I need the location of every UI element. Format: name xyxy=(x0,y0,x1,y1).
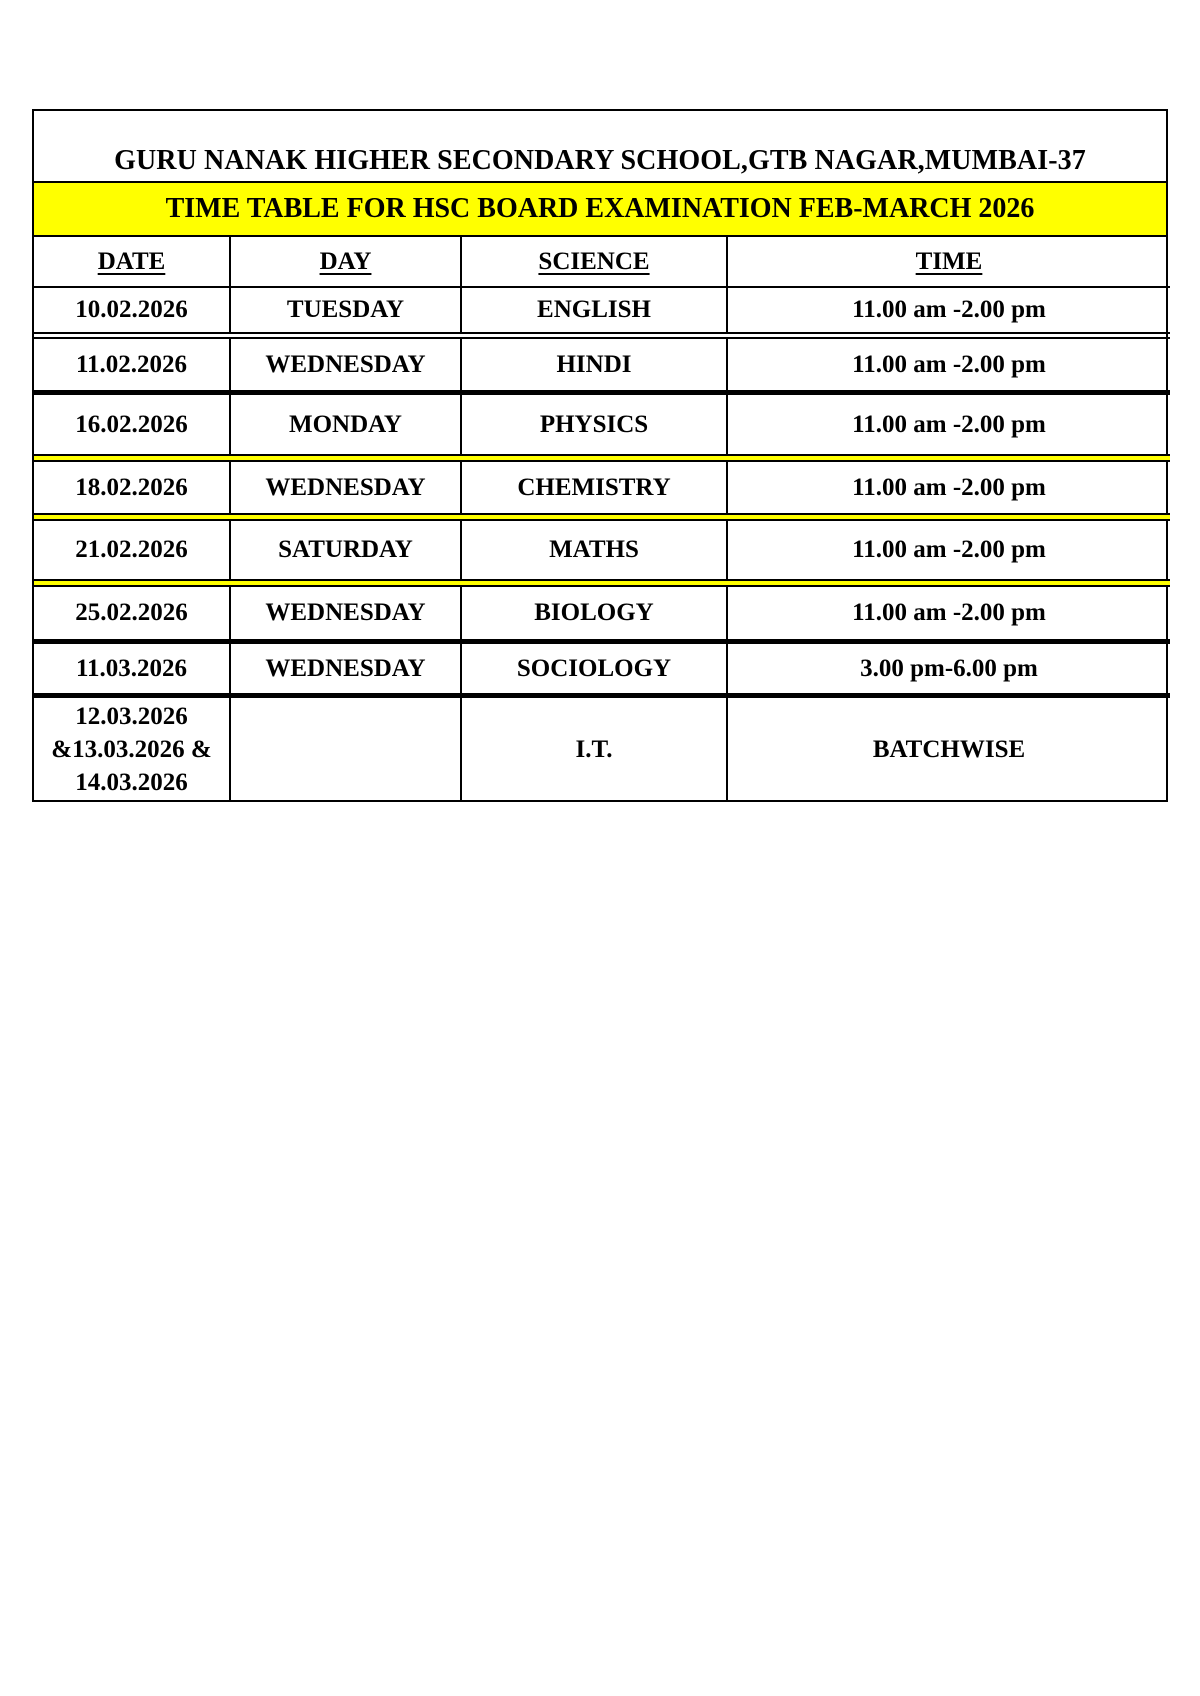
cell-subject: SOCIOLOGY xyxy=(461,644,727,694)
cell-date xyxy=(34,698,230,800)
date-line: &13.03.2026 & xyxy=(51,735,212,763)
cell-day: WEDNESDAY xyxy=(230,338,461,391)
table-row xyxy=(34,338,1170,391)
header-time: TIME xyxy=(727,237,1170,287)
cell-time: 11.00 am -2.00 pm xyxy=(727,586,1170,640)
table-row xyxy=(34,287,1170,333)
header-day: DAY xyxy=(230,237,461,287)
cell-subject: ENGLISH xyxy=(461,287,727,333)
table-row xyxy=(34,395,1170,455)
cell-subject: BIOLOGY xyxy=(461,586,727,640)
timetable-sheet xyxy=(32,109,1168,802)
cell-time: BATCHWISE xyxy=(872,735,1026,763)
cell-subject: I.T. xyxy=(461,698,727,800)
cell-subject: MATHS xyxy=(461,520,727,580)
table-row xyxy=(34,461,1170,514)
cell-subject: CHEMISTRY xyxy=(461,461,727,514)
table-row xyxy=(34,644,1170,694)
cell-date: 21.02.2026 xyxy=(34,520,230,580)
cell-date: 25.02.2026 xyxy=(34,586,230,640)
header-subject: SCIENCE xyxy=(461,237,727,287)
cell-time: 11.00 am -2.00 pm xyxy=(727,461,1170,514)
header-date: DATE xyxy=(34,237,230,287)
cell-time: 11.00 am -2.00 pm xyxy=(727,338,1170,391)
cell-date: 11.02.2026 xyxy=(34,338,230,391)
cell-date: 18.02.2026 xyxy=(34,461,230,514)
page-title: TIME TABLE FOR HSC BOARD EXAMINATION FEB-MARCH 2026 xyxy=(34,183,1166,237)
cell-time: 3.00 pm-6.00 pm xyxy=(727,644,1170,694)
cell-day xyxy=(230,698,461,800)
cell-time: 11.00 am -2.00 pm xyxy=(727,520,1170,580)
cell-day: SATURDAY xyxy=(230,520,461,580)
table-row xyxy=(34,520,1170,580)
cell-time: 11.00 am -2.00 pm xyxy=(727,287,1170,333)
cell-time: 11.00 am -2.00 pm xyxy=(727,395,1170,455)
table-row xyxy=(34,586,1170,640)
table-header-row xyxy=(34,237,1170,287)
cell-day: MONDAY xyxy=(230,395,461,455)
cell-day: WEDNESDAY xyxy=(230,461,461,514)
date-line: 14.03.2026 xyxy=(75,768,188,796)
school-name: GURU NANAK HIGHER SECONDARY SCHOOL,GTB NAGAR,MUMBAI-37 xyxy=(34,111,1166,183)
cell-date: 11.03.2026 xyxy=(34,644,230,694)
cell-day: TUESDAY xyxy=(230,287,461,333)
table-row xyxy=(34,698,1170,800)
cell-subject: HINDI xyxy=(461,338,727,391)
exam-timetable xyxy=(34,237,1170,800)
cell-day: WEDNESDAY xyxy=(230,586,461,640)
cell-date: 10.02.2026 xyxy=(34,287,230,333)
cell-day: WEDNESDAY xyxy=(230,644,461,694)
date-line: 12.03.2026 xyxy=(75,702,188,730)
cell-subject: PHYSICS xyxy=(461,395,727,455)
cell-date: 16.02.2026 xyxy=(34,395,230,455)
